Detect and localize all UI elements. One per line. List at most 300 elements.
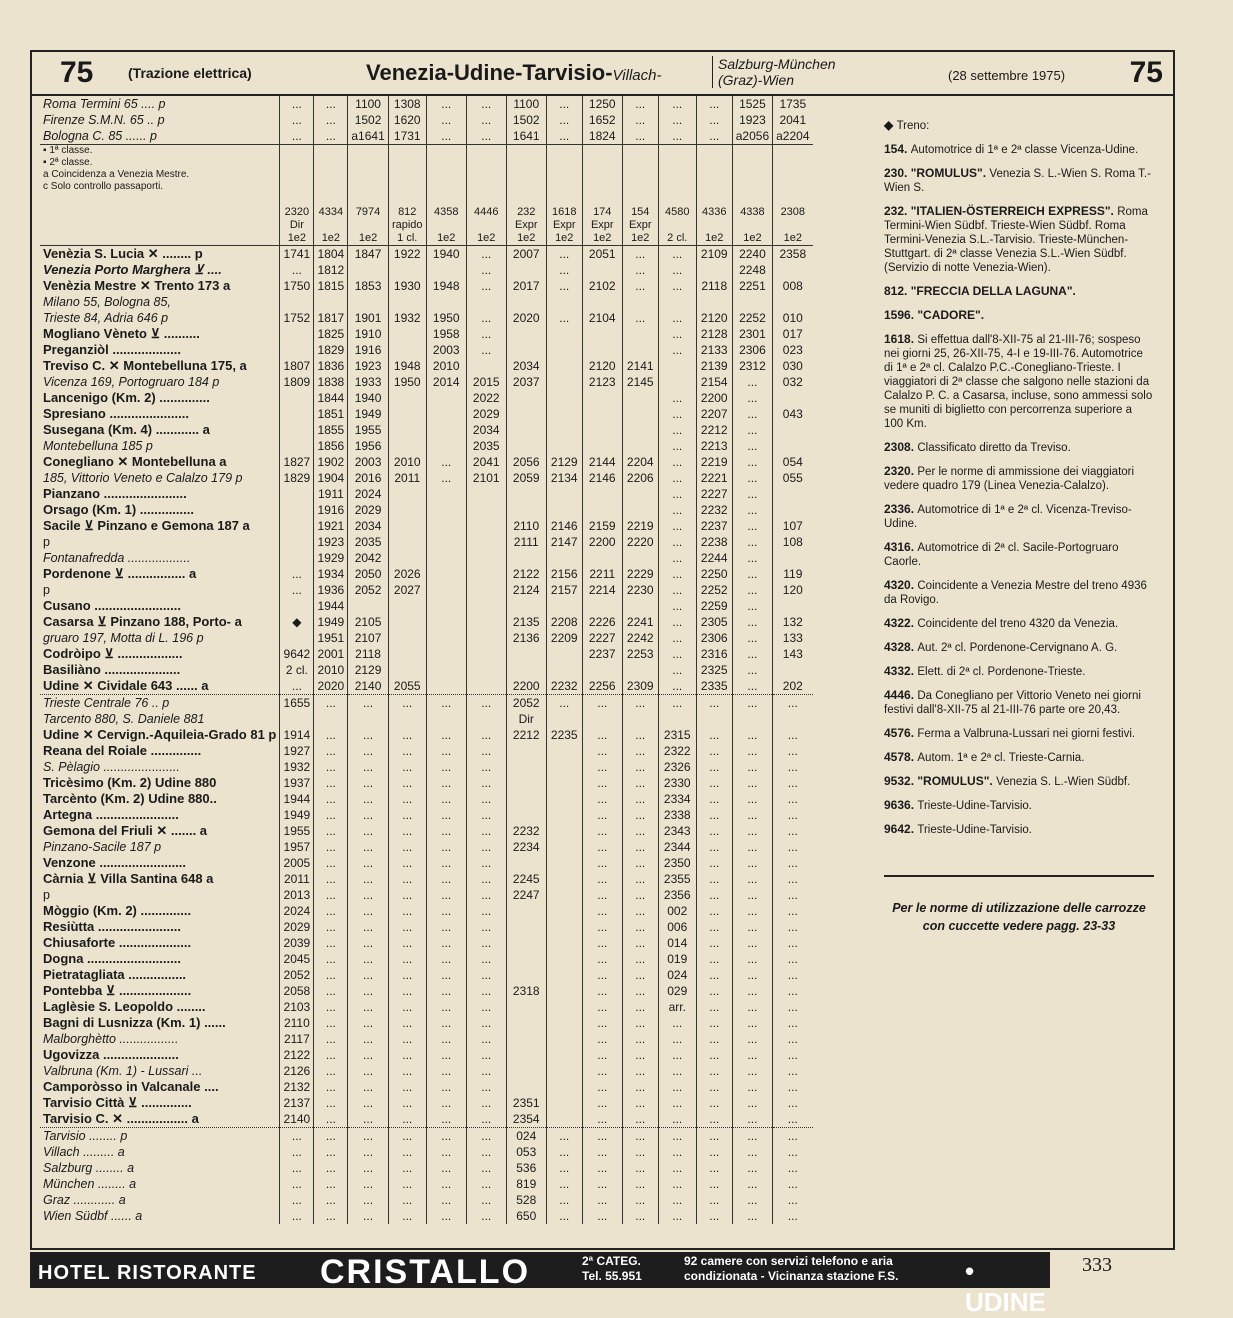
time-cell: ... — [658, 1047, 696, 1063]
time-cell — [622, 486, 658, 502]
train-note-text: Da Conegliano per Vittorio Veneto nei giorni festivi dall'8-XII-75 al 21-III-76 parte ore 20,43. — [884, 690, 1141, 716]
time-cell: 2232 — [696, 502, 732, 518]
station-name: Graz ............ a — [43, 1193, 126, 1207]
time-cell: ... — [582, 1176, 622, 1192]
time-cell: ... — [732, 1063, 772, 1079]
time-cell: 4580 2 cl. — [658, 145, 696, 246]
time-cell: 650 — [506, 1208, 546, 1224]
time-cell: 2220 — [622, 534, 658, 550]
timetable-row — [40, 278, 813, 294]
time-cell: ... — [773, 919, 813, 935]
time-cell: 2135 — [506, 614, 546, 630]
time-cell: ... — [732, 438, 772, 454]
time-cell: ... — [658, 342, 696, 358]
time-cell: ... — [773, 1111, 813, 1128]
time-cell: ... — [696, 1176, 732, 1192]
time-cell — [546, 839, 582, 855]
time-cell: 2010 — [388, 454, 426, 470]
time-cell: ... — [314, 1063, 348, 1079]
time-cell — [506, 598, 546, 614]
timetable-row — [40, 903, 813, 919]
time-cell: 008 — [773, 278, 813, 294]
time-cell: ... — [426, 112, 466, 128]
time-cell — [388, 598, 426, 614]
time-cell — [546, 342, 582, 358]
timetable-row — [40, 630, 813, 646]
time-cell: ... — [466, 951, 506, 967]
time-cell: ... — [546, 112, 582, 128]
station-name: Venèzia S. Lucia ✕ ........ p — [40, 246, 280, 263]
timetable — [40, 96, 813, 1224]
time-cell: 2156 — [546, 566, 582, 582]
time-cell: ... — [466, 112, 506, 128]
time-cell — [426, 390, 466, 406]
time-cell — [388, 630, 426, 646]
time-cell: ... — [466, 1079, 506, 1095]
timetable-row — [40, 1047, 813, 1063]
time-cell: 2 cl. — [280, 662, 314, 678]
time-cell: 2133 — [696, 342, 732, 358]
time-cell: ... — [388, 1144, 426, 1160]
time-cell: ... — [388, 1160, 426, 1176]
time-cell — [546, 791, 582, 807]
timetable-row — [40, 614, 813, 630]
time-cell: 1934 — [314, 566, 348, 582]
time-cell: 1750 — [280, 278, 314, 294]
time-cell: ... — [732, 1128, 772, 1145]
time-cell: ... — [426, 1176, 466, 1192]
timetable-row — [40, 919, 813, 935]
time-cell: 1927 — [280, 743, 314, 759]
time-cell: ... — [388, 951, 426, 967]
time-cell — [506, 342, 546, 358]
train-note-number: 4578. — [884, 750, 918, 764]
time-cell: ... — [314, 919, 348, 935]
time-cell — [546, 903, 582, 919]
time-cell: 1809 — [280, 374, 314, 390]
train-note — [884, 464, 1154, 493]
time-cell: ... — [658, 112, 696, 128]
time-cell — [546, 999, 582, 1015]
timetable-row — [40, 438, 813, 454]
time-cell: 2238 — [696, 534, 732, 550]
time-cell: ... — [466, 935, 506, 951]
time-cell: 1735 — [773, 96, 813, 112]
time-cell — [546, 358, 582, 374]
time-cell: ... — [582, 759, 622, 775]
time-cell: 1815 — [314, 278, 348, 294]
time-cell: ... — [546, 1176, 582, 1192]
time-cell: 2024 — [348, 486, 388, 502]
time-cell: ... — [732, 1208, 772, 1224]
time-cell: ... — [388, 919, 426, 935]
time-cell: ... — [348, 759, 388, 775]
time-cell: ... — [426, 1160, 466, 1176]
time-cell: ... — [732, 1192, 772, 1208]
time-cell: 2058 — [280, 983, 314, 999]
time-cell: 1856 — [314, 438, 348, 454]
station-name: Salzburg ........ a — [43, 1161, 135, 1175]
time-cell: ... — [658, 1192, 696, 1208]
time-cell: ... — [658, 502, 696, 518]
train-note-text: Elett. di 2ª cl. Pordenone-Trieste. — [917, 666, 1086, 678]
time-cell: 2200 — [506, 678, 546, 695]
time-cell: ... — [732, 775, 772, 791]
time-cell — [280, 406, 314, 422]
time-cell: 1936 — [314, 582, 348, 598]
time-cell — [546, 1095, 582, 1111]
timetable-row — [40, 128, 813, 145]
time-cell: 054 — [773, 454, 813, 470]
time-cell — [506, 550, 546, 566]
station-name: Tarvisio Città ⊻ .............. — [43, 1095, 192, 1110]
time-cell: 1957 — [280, 839, 314, 855]
time-cell: ... — [388, 759, 426, 775]
train-note-number: 1596. "CADORE". — [884, 308, 985, 322]
time-cell — [546, 871, 582, 887]
time-cell: ... — [426, 983, 466, 999]
time-cell: 2144 — [582, 454, 622, 470]
time-cell: ... — [732, 791, 772, 807]
time-cell: 1844 — [314, 390, 348, 406]
time-cell — [773, 438, 813, 454]
time-cell: ... — [696, 759, 732, 775]
time-cell: ... — [546, 1208, 582, 1224]
train-note-number: ◆ — [884, 118, 897, 132]
time-cell: 2042 — [348, 550, 388, 566]
time-cell: ... — [696, 1160, 732, 1176]
time-cell: ... — [732, 1079, 772, 1095]
timetable-header — [30, 50, 1175, 96]
time-cell: ... — [466, 695, 506, 712]
table-number: 75 — [60, 56, 94, 89]
station-name: gruaro 197, Motta di L. 196 p — [43, 631, 204, 645]
station-name: Tarcento 880, S. Daniele 881 — [43, 712, 205, 726]
time-cell — [388, 662, 426, 678]
train-note — [884, 750, 1154, 765]
time-cell — [546, 775, 582, 791]
timetable-row — [40, 935, 813, 951]
time-cell — [622, 294, 658, 310]
time-cell — [546, 887, 582, 903]
timetable-row — [40, 791, 813, 807]
time-cell: 2245 — [506, 871, 546, 887]
time-cell: ... — [314, 951, 348, 967]
time-cell: 2145 — [622, 374, 658, 390]
time-cell: ... — [582, 823, 622, 839]
time-cell: ... — [658, 246, 696, 263]
station-name: Camporòsso in Valcanale .... — [43, 1079, 219, 1094]
time-cell: 1949 — [314, 614, 348, 630]
time-cell — [506, 326, 546, 342]
time-cell: ... — [348, 1176, 388, 1192]
train-note-number: 154. — [884, 142, 911, 156]
train-note — [884, 440, 1154, 455]
time-cell — [388, 534, 426, 550]
time-cell — [773, 711, 813, 727]
station-name: Wien Südbf ...... a — [43, 1209, 143, 1223]
time-cell: 2041 — [773, 112, 813, 128]
timetable-row — [40, 598, 813, 614]
time-cell: ... — [466, 839, 506, 855]
time-cell — [426, 502, 466, 518]
time-cell: 2117 — [280, 1031, 314, 1047]
time-cell — [582, 662, 622, 678]
time-cell: ... — [773, 935, 813, 951]
timetable-row — [40, 406, 813, 422]
time-cell: ... — [348, 743, 388, 759]
timetable-row — [40, 358, 813, 374]
time-cell: ... — [622, 1128, 658, 1145]
train-note — [884, 332, 1154, 431]
time-cell: ... — [466, 791, 506, 807]
time-cell: ... — [773, 1015, 813, 1031]
train-note-text: Coincidente a Venezia Mestre del treno 4936 da Rovigo. — [884, 580, 1147, 606]
time-cell: ... — [773, 871, 813, 887]
time-cell — [582, 502, 622, 518]
time-cell: 1824 — [582, 128, 622, 145]
time-cell — [466, 550, 506, 566]
time-cell — [546, 326, 582, 342]
time-cell: ... — [622, 1015, 658, 1031]
time-cell: 055 — [773, 470, 813, 486]
time-cell: 536 — [506, 1160, 546, 1176]
time-cell — [506, 791, 546, 807]
time-cell: 1944 — [280, 791, 314, 807]
time-cell: ... — [280, 1160, 314, 1176]
time-cell — [314, 294, 348, 310]
time-cell: 2041 — [466, 454, 506, 470]
time-cell: ... — [658, 646, 696, 662]
time-cell — [506, 1047, 546, 1063]
time-cell: ... — [582, 1160, 622, 1176]
time-cell: ... — [582, 727, 622, 743]
time-cell: ... — [582, 903, 622, 919]
time-cell: 1949 — [280, 807, 314, 823]
time-cell: 2146 — [546, 518, 582, 534]
time-cell: ... — [466, 1160, 506, 1176]
time-cell: 1949 — [348, 406, 388, 422]
time-cell: 107 — [773, 518, 813, 534]
time-cell: ... — [658, 598, 696, 614]
train-note — [884, 640, 1154, 655]
time-cell: 2219 — [622, 518, 658, 534]
train-note-number: 812. "FRECCIA DELLA LAGUNA". — [884, 284, 1076, 298]
time-cell — [426, 566, 466, 582]
time-cell: ... — [348, 1144, 388, 1160]
time-cell: ... — [732, 1031, 772, 1047]
time-cell: ... — [732, 422, 772, 438]
time-cell: ... — [658, 1015, 696, 1031]
train-note — [884, 616, 1154, 631]
timetable-row — [40, 390, 813, 406]
time-cell: ... — [622, 935, 658, 951]
time-cell: ... — [622, 1192, 658, 1208]
time-cell — [773, 294, 813, 310]
time-cell — [426, 438, 466, 454]
time-cell: 528 — [506, 1192, 546, 1208]
station-name: Resiùtta ....................... — [43, 919, 181, 934]
station-name: München ........ a — [43, 1177, 137, 1191]
time-cell: 1902 — [314, 454, 348, 470]
time-cell: ... — [388, 871, 426, 887]
time-cell — [388, 711, 426, 727]
time-cell: 1944 — [314, 598, 348, 614]
time-cell: ... — [388, 743, 426, 759]
time-cell — [280, 534, 314, 550]
time-cell: 1655 — [280, 695, 314, 712]
time-cell: ... — [622, 871, 658, 887]
station-name: Gemona del Friuli ✕ ....... a — [43, 823, 208, 838]
time-cell: ... — [622, 1063, 658, 1079]
timetable-row — [40, 1111, 813, 1128]
time-cell: 2122 — [280, 1047, 314, 1063]
time-cell — [696, 294, 732, 310]
time-cell: ... — [658, 566, 696, 582]
time-cell — [388, 406, 426, 422]
train-note — [884, 118, 1154, 133]
station-name: Cusano ........................ — [43, 598, 181, 613]
time-cell — [773, 662, 813, 678]
time-cell: 2017 — [506, 278, 546, 294]
time-cell — [466, 678, 506, 695]
time-cell — [280, 422, 314, 438]
time-cell: 4336 1e2 — [696, 145, 732, 246]
time-cell: ... — [348, 919, 388, 935]
time-cell — [506, 406, 546, 422]
time-cell: 2132 — [280, 1079, 314, 1095]
time-cell: 2111 — [506, 534, 546, 550]
time-cell: 2129 — [546, 454, 582, 470]
time-cell — [280, 342, 314, 358]
time-cell — [506, 967, 546, 983]
time-cell — [546, 711, 582, 727]
station-name: Conegliano ✕ Montebelluna a — [43, 454, 227, 469]
time-cell: ... — [732, 598, 772, 614]
time-cell: ... — [426, 1095, 466, 1111]
time-cell: 1812 — [314, 262, 348, 278]
time-cell: ... — [314, 775, 348, 791]
timetable-row — [40, 646, 813, 662]
time-cell: ... — [426, 839, 466, 855]
train-note — [884, 204, 1154, 275]
time-cell — [466, 582, 506, 598]
time-cell: 1948 — [426, 278, 466, 294]
timetable-row — [40, 1144, 813, 1160]
train-note — [884, 308, 1154, 323]
time-cell: ... — [426, 1192, 466, 1208]
time-cell: ... — [582, 1095, 622, 1111]
time-cell: ... — [732, 390, 772, 406]
time-cell: ... — [658, 486, 696, 502]
time-cell: 2016 — [348, 470, 388, 486]
station-name: Trieste Centrale 76 .. p — [40, 695, 280, 712]
time-cell: ... — [622, 727, 658, 743]
time-cell: 143 — [773, 646, 813, 662]
time-cell: 1308 — [388, 96, 426, 112]
time-cell: ... — [348, 775, 388, 791]
time-cell: ... — [732, 406, 772, 422]
time-cell: 1948 — [388, 358, 426, 374]
time-cell: 1502 — [506, 112, 546, 128]
time-cell: 1956 — [348, 438, 388, 454]
time-cell — [466, 534, 506, 550]
time-cell: 2020 — [506, 310, 546, 326]
time-cell: ... — [314, 871, 348, 887]
time-cell: ... — [732, 935, 772, 951]
time-cell: ... — [426, 470, 466, 486]
timetable-row — [40, 1128, 813, 1145]
route-destinations: Salzburg-München (Graz)-Wien — [712, 56, 836, 88]
time-cell: 2308 1e2 — [773, 145, 813, 246]
time-cell: ... — [348, 839, 388, 855]
time-cell — [466, 566, 506, 582]
time-cell — [280, 438, 314, 454]
time-cell: 2010 — [426, 358, 466, 374]
time-cell: 2159 — [582, 518, 622, 534]
time-cell: ... — [658, 262, 696, 278]
time-cell: ... — [388, 1031, 426, 1047]
time-cell: ... — [658, 1160, 696, 1176]
time-cell — [388, 342, 426, 358]
time-cell: 2251 — [732, 278, 772, 294]
time-cell: ... — [622, 903, 658, 919]
train-note-number: 9636. — [884, 798, 918, 812]
timetable-row — [40, 566, 813, 582]
time-cell — [388, 518, 426, 534]
time-cell: 2208 — [546, 614, 582, 630]
time-cell: ... — [622, 128, 658, 145]
time-cell: 2118 — [348, 646, 388, 662]
train-note — [884, 540, 1154, 569]
time-cell: 2206 — [622, 470, 658, 486]
time-cell: 232 Expr 1e2 — [506, 145, 546, 246]
time-cell: 2104 — [582, 310, 622, 326]
time-cell: 2335 — [696, 678, 732, 695]
time-cell: 2322 — [658, 743, 696, 759]
time-cell: ... — [348, 1063, 388, 1079]
time-cell: ... — [388, 775, 426, 791]
time-cell — [348, 294, 388, 310]
time-cell — [388, 262, 426, 278]
time-cell: ... — [466, 903, 506, 919]
time-cell: ... — [696, 887, 732, 903]
station-name: Venèzia Mestre ✕ Trento 173 a — [43, 278, 231, 293]
time-cell: ... — [426, 887, 466, 903]
time-cell — [546, 935, 582, 951]
station-name: Sacile ⊻ Pinzano e Gemona 187 a — [43, 518, 250, 533]
time-cell: 1932 — [388, 310, 426, 326]
timetable-row — [40, 1208, 813, 1224]
train-note — [884, 142, 1154, 157]
time-cell: 2320 Dir 1e2 — [280, 145, 314, 246]
time-cell: 1641 — [506, 128, 546, 145]
time-cell: ... — [348, 1128, 388, 1145]
time-cell: 2306 — [696, 630, 732, 646]
time-cell: 2139 — [696, 358, 732, 374]
time-cell: ... — [582, 839, 622, 855]
time-cell: ... — [658, 1111, 696, 1128]
time-cell — [658, 358, 696, 374]
time-cell: 2022 — [466, 390, 506, 406]
timetable-row — [40, 951, 813, 967]
time-cell — [622, 550, 658, 566]
train-note — [884, 578, 1154, 607]
time-cell: ... — [314, 967, 348, 983]
traction-note: (Trazione elettrica) — [128, 65, 252, 81]
time-cell: ... — [314, 935, 348, 951]
time-cell: ... — [732, 646, 772, 662]
